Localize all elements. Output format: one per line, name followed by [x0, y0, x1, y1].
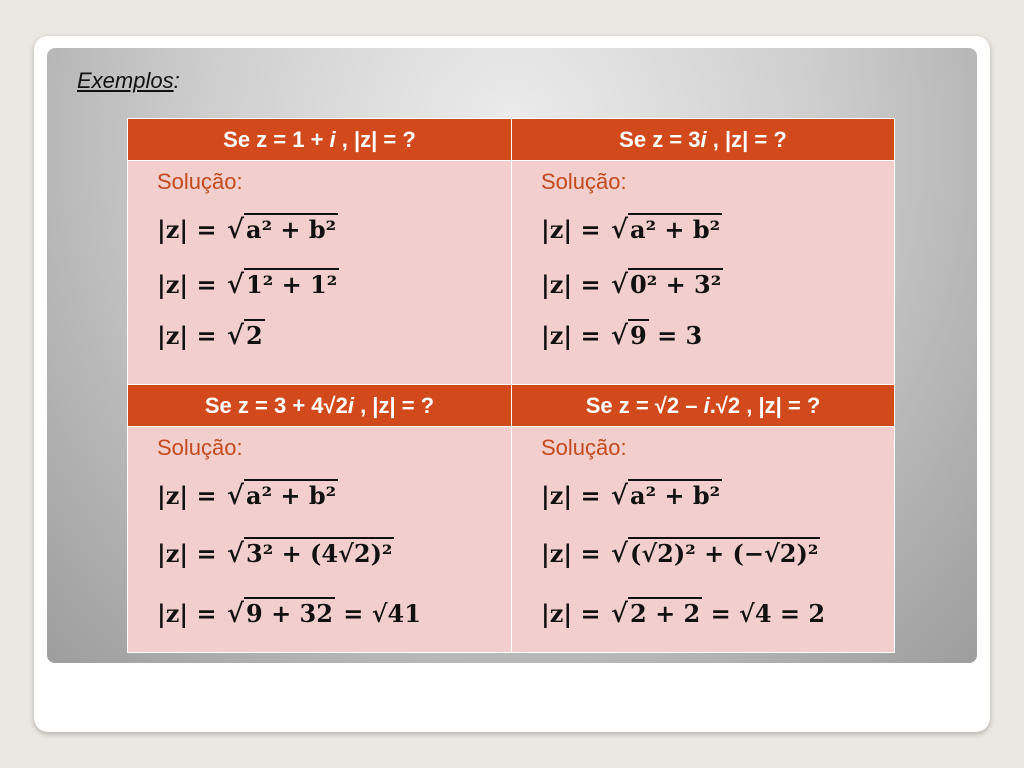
eq-rest: = √4 = 2: [702, 599, 826, 628]
example-3-solution: [128, 427, 512, 653]
eq-radicand: 9 + 32: [246, 599, 333, 628]
eq-lhs: |z| =: [541, 215, 609, 244]
eq-radicand: 3² + (4√2)²: [246, 539, 393, 568]
example-1-header-post: , |z| = ?: [335, 127, 416, 152]
example-2-header-post: , |z| = ?: [706, 127, 787, 152]
solution-label: Solução:: [541, 169, 627, 194]
example-2-header: [512, 119, 895, 161]
solution-label: Solução:: [541, 435, 627, 460]
example-4-header-pre: Se z = √2 –: [585, 393, 704, 418]
example-3-header-italic: i: [347, 393, 354, 418]
example-4-header-italic: i: [703, 393, 710, 418]
equation-line: |z| = √0² + 3²: [541, 270, 722, 300]
equation-line: |z| = √9 = 3: [541, 321, 703, 351]
solution-label: Solução:: [157, 169, 243, 194]
eq-lhs: |z| =: [541, 481, 609, 510]
examples-table: [127, 118, 895, 653]
eq-radicand: a² + b²: [246, 215, 337, 244]
eq-lhs: |z| =: [157, 481, 225, 510]
eq-radicand: a² + b²: [630, 215, 721, 244]
eq-lhs: |z| =: [157, 215, 225, 244]
eq-radicand: a² + b²: [630, 481, 721, 510]
example-2-header-italic: i: [700, 127, 707, 152]
example-3-header-pre: Se z = 3 + 4√2: [204, 393, 348, 418]
equation-line: |z| = √a² + b²: [157, 481, 337, 511]
equation-line: |z| = √1² + 1²: [157, 270, 338, 300]
eq-lhs: |z| =: [541, 539, 609, 568]
example-4-header-post: .√2 , |z| = ?: [709, 393, 821, 418]
solution-label: Solução:: [157, 435, 243, 460]
equation-line: |z| = √a² + b²: [541, 481, 721, 511]
heading-colon: :: [173, 68, 180, 93]
heading: [77, 68, 180, 94]
example-4-solution: [512, 427, 895, 653]
example-2-solution: [512, 161, 895, 385]
eq-lhs: |z| =: [157, 539, 225, 568]
eq-radicand: 2: [246, 321, 263, 350]
eq-lhs: |z| =: [157, 599, 225, 628]
example-1-solution: [128, 161, 512, 385]
eq-radicand: (√2)² + (−√2)²: [630, 539, 819, 568]
equation-line: |z| = √2: [157, 321, 263, 351]
example-3-header: [128, 385, 512, 427]
equation-line: |z| = √3² + (4√2)²: [157, 539, 393, 569]
eq-radicand: 9: [630, 321, 647, 350]
equation-line: |z| = √a² + b²: [157, 215, 337, 245]
eq-radicand: 1² + 1²: [246, 270, 338, 299]
eq-lhs: |z| =: [541, 270, 609, 299]
example-3-header-post: , |z| = ?: [353, 393, 435, 418]
equation-line: |z| = √9 + 32 = √41: [157, 599, 421, 629]
example-2-header-pre: Se z = 3: [619, 127, 701, 152]
example-1-header-italic: i: [329, 127, 336, 152]
eq-radicand: 0² + 3²: [630, 270, 722, 299]
equation-line: |z| = √a² + b²: [541, 215, 721, 245]
eq-lhs: |z| =: [157, 270, 225, 299]
eq-radicand: a² + b²: [246, 481, 337, 510]
example-1-header-pre: Se z = 1 +: [223, 127, 330, 152]
example-4-header: [512, 385, 895, 427]
example-1-header: [128, 119, 512, 161]
eq-lhs: |z| =: [541, 599, 609, 628]
eq-radicand: 2 + 2: [630, 599, 701, 628]
eq-rest: = 3: [648, 321, 703, 350]
eq-rest: = √41: [334, 599, 421, 628]
equation-line: |z| = √2 + 2 = √4 = 2: [541, 599, 826, 629]
eq-lhs: |z| =: [157, 321, 225, 350]
equation-line: |z| = √(√2)² + (−√2)²: [541, 539, 819, 569]
heading-text: Exemplos: [77, 68, 174, 93]
eq-lhs: |z| =: [541, 321, 609, 350]
